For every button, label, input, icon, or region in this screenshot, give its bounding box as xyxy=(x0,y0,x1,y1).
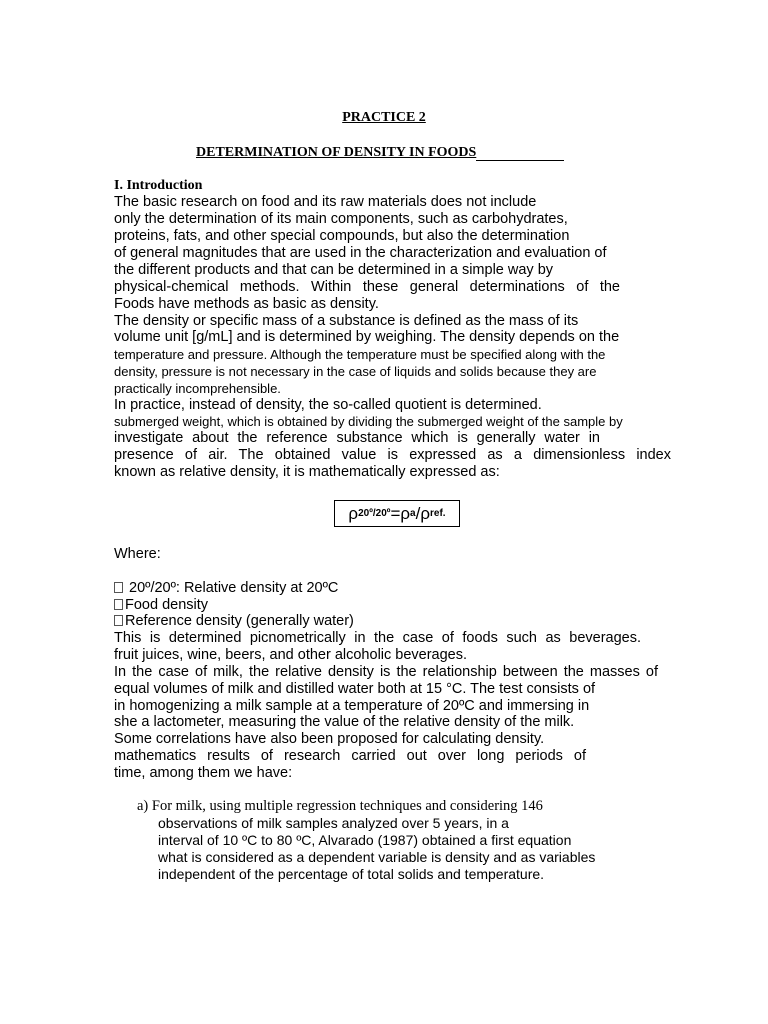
intro-line: temperature and pressure. Although the temperature must be specified along with the xyxy=(114,347,606,362)
body-line: time, among them we have: xyxy=(114,765,293,781)
intro-line: physical-chemical methods. Within these general determinations of the xyxy=(114,279,620,295)
intro-line: Foods have methods as basic as density. xyxy=(114,296,379,312)
body-line: This is determined picnometrically in the case of foods such as beverages. xyxy=(114,630,641,646)
list-item-a-line: independent of the percentage of total solids and temperature. xyxy=(158,866,545,882)
missing-glyph-icon xyxy=(114,582,123,593)
intro-line: the different products and that can be determined in a simple way by xyxy=(114,262,554,278)
subtitle-underline-rule xyxy=(476,146,564,161)
body-line: Some correlations have also been proposed for calculating density. xyxy=(114,731,545,747)
definition-item xyxy=(114,597,208,614)
definition-text: 20º/20º: Relative density at 20ºC xyxy=(125,580,339,596)
body-line: In the case of milk, the relative density is the relationship between the masses of xyxy=(114,664,658,680)
subtitle-text: DETERMINATION OF DENSITY IN FOODS xyxy=(196,145,477,160)
rho-symbol: ρ xyxy=(348,503,359,523)
rho-symbol: ρ xyxy=(420,503,431,523)
definition-text: Food density xyxy=(125,597,209,613)
intro-line: presence of air. The obtained value is expressed as a dimensionless index xyxy=(114,447,671,463)
missing-glyph-icon xyxy=(114,599,123,610)
list-item-a-line: what is considered as a dependent variable is density and as variables xyxy=(158,849,596,865)
intro-line: submerged weight, which is obtained by dividing the submerged weight of the sample by xyxy=(114,414,623,429)
intro-line: volume unit [g/mL] and is determined by weighing. The density depends on the xyxy=(114,329,620,345)
intro-line: of general magnitudes that are used in the characterization and evaluation of xyxy=(114,245,607,261)
list-item-a-line: interval of 10 ºC to 80 ºC, Alvarado (1987) obtained a first equation xyxy=(158,832,572,848)
intro-line: only the determination of its main components, such as carbohydrates, xyxy=(114,211,568,227)
body-line: in homogenizing a milk sample at a temperature of 20ºC and immersing in xyxy=(114,698,590,714)
body-line: she a lactometer, measuring the value of the relative density of the milk. xyxy=(114,714,575,730)
intro-line: practically incomprehensible. xyxy=(114,381,281,396)
formula-subscript-ref: ref. xyxy=(430,508,446,519)
missing-glyph-icon xyxy=(114,615,123,626)
section-heading: I. Introduction xyxy=(114,178,203,193)
intro-line: The density or specific mass of a substance is defined as the mass of its xyxy=(114,313,579,329)
density-formula-box xyxy=(334,500,460,527)
formula-slash: / xyxy=(415,503,421,523)
rho-symbol: ρ xyxy=(400,503,411,523)
body-line: fruit juices, wine, beers, and other alcoholic beverages. xyxy=(114,647,468,663)
where-label: Where: xyxy=(114,546,161,562)
list-item-a-line: observations of milk samples analyzed over 5 years, in a xyxy=(158,815,509,831)
intro-line: density, pressure is not necessary in the case of liquids and solids because they are xyxy=(114,364,597,379)
intro-line: known as relative density, it is mathematically expressed as: xyxy=(114,464,500,480)
definition-item xyxy=(114,580,338,597)
body-line: mathematics results of research carried out over long periods of xyxy=(114,748,586,764)
intro-line: In practice, instead of density, the so-called quotient is determined. xyxy=(114,397,542,413)
formula-subscript-temperature: 20º/20º xyxy=(358,508,391,519)
page-title: PRACTICE 2 xyxy=(342,110,426,125)
definition-item xyxy=(114,613,354,630)
intro-line: proteins, fats, and other special compounds, but also the determination xyxy=(114,228,570,244)
definition-text: Reference density (generally water) xyxy=(125,613,354,629)
intro-line: The basic research on food and its raw materials does not include xyxy=(114,194,537,210)
body-line: equal volumes of milk and distilled water both at 15 °C. The test consists of xyxy=(114,681,596,697)
formula-equals: = xyxy=(390,503,401,523)
formula-subscript-a: a xyxy=(410,508,416,519)
page-subtitle xyxy=(196,145,564,161)
intro-line: investigate about the reference substance which is generally water in xyxy=(114,430,600,446)
list-item-a-first-line: a) For milk, using multiple regression techniques and considering 146 xyxy=(137,798,543,814)
